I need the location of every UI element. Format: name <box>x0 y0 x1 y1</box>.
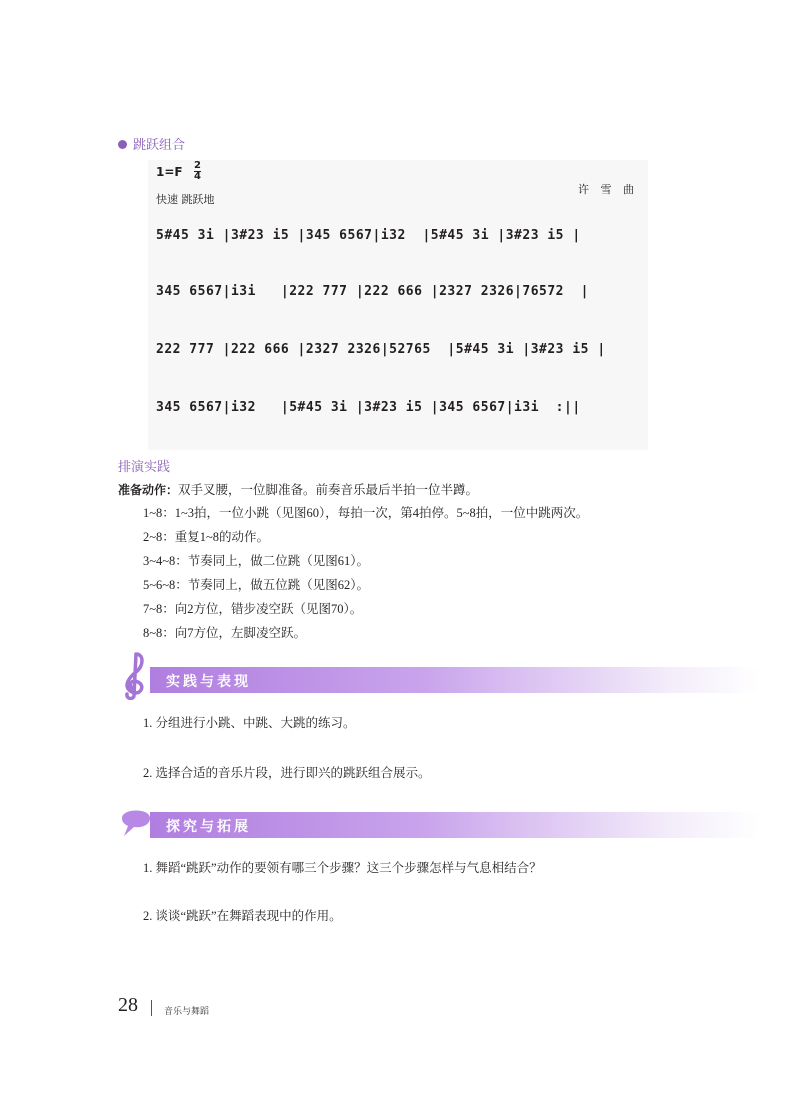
banner-practice <box>150 667 760 693</box>
section-heading <box>118 134 185 153</box>
step-item: 5~6~8：节奏同上，做五位跳（见图62）。 <box>143 578 370 592</box>
practice-title: 排演实践 <box>118 460 171 475</box>
book-title: 音乐与舞蹈 <box>164 1007 210 1017</box>
score-line-1: 5#45 3i |3#23 i5 |345 6567|i32 |5#45 3i |3#23 i5 | <box>156 228 581 243</box>
step-item: 8~8：向7方位，左脚凌空跃。 <box>143 626 307 640</box>
tempo-marking: 快速 跳跃地 <box>156 193 215 206</box>
key-signature: 1=F <box>156 165 183 179</box>
time-top: 2 <box>194 160 201 171</box>
step-item: 1~8：1~3拍，一位小跳（见图60），每拍一次，第4拍停。5~8拍，一位中跳两次。 <box>143 506 589 520</box>
list-item: 2. 选择合适的音乐片段，进行即兴的跳跃组合展示。 <box>143 766 431 780</box>
banner-explore-title: 探究与拓展 <box>166 819 251 835</box>
prep-label: 准备动作： <box>118 483 179 497</box>
list-item: 2. 谈谈“跳跃”在舞蹈表现中的作用。 <box>143 909 342 923</box>
prep-paragraph <box>118 480 478 498</box>
score-line-3: 222 777 |222 666 |2327 2326|52765 |5#45 3i |3#23 i5 | <box>156 342 606 357</box>
footer-divider <box>151 1000 152 1016</box>
page-number: 28 <box>118 994 138 1016</box>
prep-text: 双手叉腰，一位脚准备。前奏音乐最后半拍一位半蹲。 <box>178 483 479 497</box>
step-item: 3~4~8：节奏同上，做二位跳（见图61）。 <box>143 554 370 568</box>
speech-bubble-icon <box>116 804 156 844</box>
score-line-2: 345 6567|i3i |222 777 |222 666 |2327 2326|76572 | <box>156 284 589 299</box>
step-item: 2~8：重复1~8的动作。 <box>143 530 270 544</box>
list-item: 1. 分组进行小跳、中跳、大跳的练习。 <box>143 716 356 730</box>
banner-practice-title: 实践与表现 <box>166 674 251 690</box>
score-line-4: 345 6567|i32 |5#45 3i |3#23 i5 |345 6567|i3i :|| <box>156 400 581 415</box>
treble-clef-icon <box>116 650 156 700</box>
step-item: 7~8：向2方位，错步凌空跃（见图70）。 <box>143 602 363 616</box>
composer: 许 雪 曲 <box>578 183 638 196</box>
section-title: 跳跃组合 <box>133 138 186 153</box>
time-bottom: 4 <box>194 171 201 182</box>
time-signature <box>194 161 201 182</box>
list-item: 1. 舞蹈“跳跃”动作的要领有哪三个步骤？这三个步骤怎样与气息相结合？ <box>143 861 542 875</box>
bullet-dot-icon <box>118 140 127 149</box>
banner-explore <box>150 812 760 838</box>
